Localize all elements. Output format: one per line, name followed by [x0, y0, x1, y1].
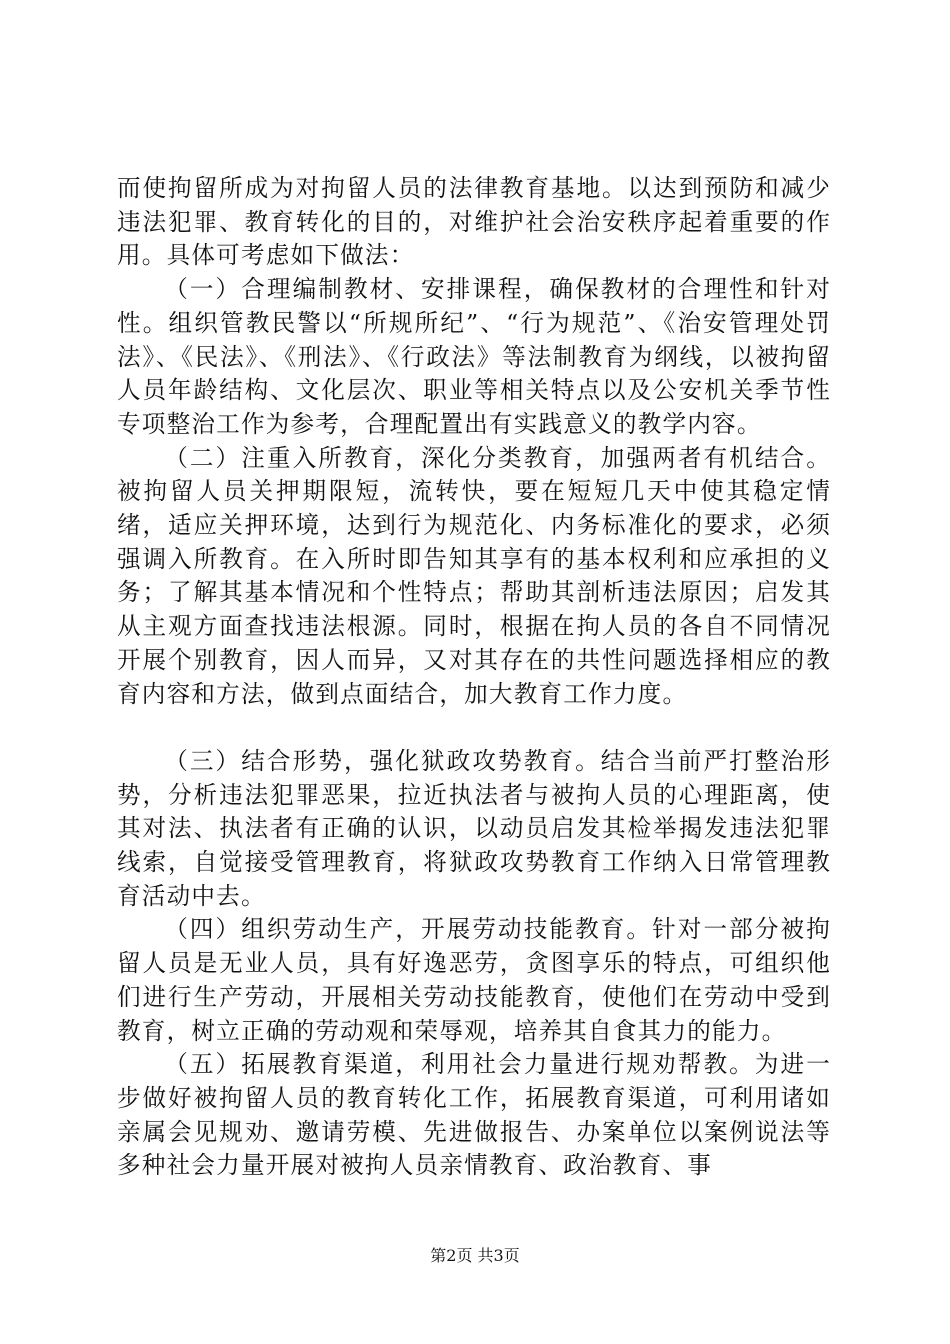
paragraph-section-4: （四）组织劳动生产，开展劳动技能教育。针对一部分被拘留人员是无业人员，具有好逸恶劳，贪图享乐的特点，可组织他们进行生产劳动，开展相关劳动技能教育，使他们在劳动中受到教育，树立正确的劳动观和荣辱观，培养其自食其力的能力。 — [117, 915, 831, 1045]
paragraph-intro: 而使拘留所成为对拘留人员的法律教育基地。以达到预防和减少违法犯罪、教育转化的目的，对维护社会治安秩序起着重要的作用。具体可考虑如下做法： — [117, 174, 831, 270]
paragraph-section-1: （一）合理编制教材、安排课程，确保教材的合理性和针对性。组织管教民警以“所规所纪”、“行为规范”、《治安管理处罚法》、《民法》、《刑法》、《行政法》等法制教育为纲线，以被拘留人员年龄结构、文化层次、职业等相关特点以及公安机关季节性专项整治工作为参考，合理配置出有实践意义的教学内容。 — [117, 275, 831, 438]
page-footer: 第2页 共3页 — [430, 1246, 520, 1265]
document-body — [117, 172, 831, 1183]
paragraph-section-3: （三）结合形势，强化狱政攻势教育。结合当前严打整治形势，分析违法犯罪恶果，拉近执法者与被拘人员的心理距离，使其对法、执法者有正确的认识，以动员启发其检举揭发违法犯罪线索，自觉接受管理教育，将狱政攻势教育工作纳入日常管理教育活动中去。 — [117, 746, 831, 910]
paragraph-section-5: （五）拓展教育渠道，利用社会力量进行规劝帮教。为进一步做好被拘留人员的教育转化工作，拓展教育渠道，可利用诸如亲属会见规劝、邀请劳模、先进做报告、办案单位以案例说法等多种社会力量开展对被拘人员亲情教育、政治教育、事 — [117, 1050, 831, 1180]
paragraph-section-2: （二）注重入所教育，深化分类教育，加强两者有机结合。被拘留人员关押期限短，流转快，要在短短几天中使其稳定情绪，适应关押环境，达到行为规范化、内务标准化的要求，必须强调入所教育。在入所时即告知其享有的基本权利和应承担的义务；了解其基本情况和个性特点；帮助其剖析违法原因；启发其从主观方面查找违法根源。同时，根据在拘人员的各自不同情况开展个别教育，因人而异，又对其存在的共性问题选择相应的教育内容和方法，做到点面结合，加大教育工作力度。 — [117, 443, 831, 708]
